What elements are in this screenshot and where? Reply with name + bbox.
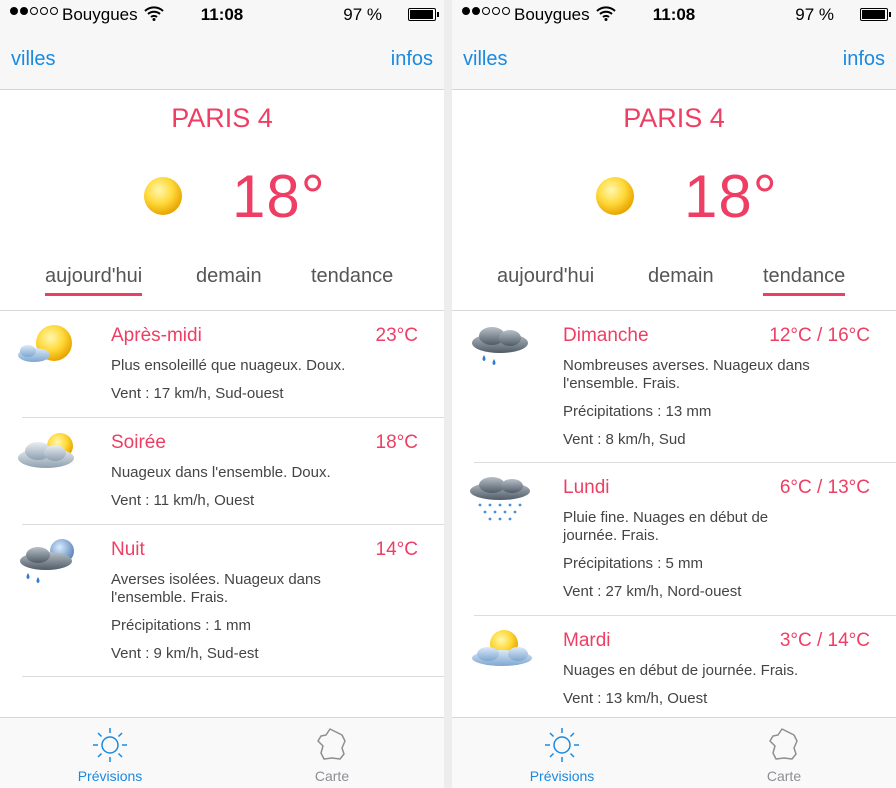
status-bar — [0, 0, 444, 30]
temperature-value: 23°C — [375, 325, 418, 346]
list-item[interactable] — [452, 463, 896, 616]
tab-label: aujourd'hui — [497, 265, 595, 287]
tab-label: Prévisions — [529, 768, 595, 784]
day-label: Lundi — [563, 477, 610, 498]
temperature-range: 6°C / 13°C — [779, 477, 870, 498]
nav-bar — [452, 30, 896, 90]
tab-label: tendance — [763, 265, 846, 287]
forecast-description: Nuages en début de journée. Frais. — [563, 662, 799, 679]
tab-tomorrow[interactable] — [648, 265, 714, 288]
info-button[interactable]: infos — [390, 48, 433, 70]
current-temperature: 18° — [684, 163, 778, 230]
day-label: Dimanche — [563, 325, 649, 346]
tab-trend[interactable] — [311, 265, 393, 288]
cities-button[interactable]: villes — [463, 48, 508, 70]
tab-label: demain — [648, 265, 714, 287]
sun-cloud-icon — [462, 624, 538, 680]
precipitation-info: Précipitations : 1 mm — [111, 617, 252, 634]
wind-info: Vent : 17 km/h, Sud-ouest — [111, 385, 284, 402]
carrier-name: Bouygues — [62, 5, 138, 24]
period-label: Soirée — [111, 432, 166, 453]
sun-outline-icon — [90, 726, 130, 764]
screen-divider — [444, 0, 452, 788]
battery-icon — [860, 8, 888, 21]
forecast-tabs — [452, 265, 896, 311]
forecast-tabs — [0, 265, 444, 311]
row-divider — [22, 676, 444, 677]
list-item[interactable] — [452, 311, 896, 463]
precipitation-info: Précipitations : 5 mm — [563, 555, 704, 572]
forecast-description: Plus ensoleillé que nuageux. Doux. — [111, 357, 346, 374]
day-label: Mardi — [563, 630, 611, 651]
screen-today — [0, 0, 444, 788]
tab-label: Carte — [766, 768, 802, 784]
france-map-icon — [764, 726, 804, 764]
sun-outline-icon — [542, 726, 582, 764]
city-name: PARIS 4 — [171, 103, 273, 133]
tab-label: demain — [196, 265, 262, 287]
screen-trend — [452, 0, 896, 788]
cloudy-sun-icon — [10, 426, 86, 482]
cities-button[interactable]: villes — [11, 48, 56, 70]
tab-bar — [452, 717, 896, 788]
list-item[interactable] — [0, 418, 444, 525]
tab-bar — [0, 717, 444, 788]
tab-label: tendance — [311, 265, 394, 287]
wind-info: Vent : 8 km/h, Sud — [563, 431, 686, 448]
night-shower-icon — [10, 533, 86, 589]
period-label: Après-midi — [111, 325, 202, 346]
forecast-description: Pluie fine. Nuages en début de journée. Frais. — [563, 509, 769, 544]
tab-label: aujourd'hui — [45, 265, 143, 287]
wind-info: Vent : 9 km/h, Sud-est — [111, 645, 259, 662]
forecast-description: Nombreuses averses. Nuageux dans l'ensemble. Frais. — [563, 357, 810, 392]
temperature-value: 18°C — [375, 432, 418, 453]
tab-tomorrow[interactable] — [196, 265, 262, 288]
wind-info: Vent : 13 km/h, Ouest — [563, 690, 708, 707]
tab-today[interactable] — [45, 265, 142, 288]
carrier-name: Bouygues — [514, 5, 590, 24]
city-name: PARIS 4 — [623, 103, 725, 133]
info-button[interactable]: infos — [842, 48, 885, 70]
sun-cloud-icon — [10, 319, 86, 375]
battery-percent: 97 % — [795, 5, 834, 24]
forecast-description: Nuageux dans l'ensemble. Doux. — [111, 464, 331, 481]
tab-trend[interactable] — [763, 265, 845, 288]
status-bar — [452, 0, 896, 30]
list-item[interactable] — [0, 525, 444, 677]
wind-info: Vent : 27 km/h, Nord-ouest — [563, 583, 742, 600]
sun-icon — [140, 173, 186, 219]
precipitation-info: Précipitations : 13 mm — [563, 403, 712, 420]
temperature-range: 3°C / 14°C — [779, 630, 870, 651]
list-item[interactable] — [0, 311, 444, 418]
shower-icon — [462, 319, 538, 375]
tab-label: Prévisions — [77, 768, 143, 784]
sun-icon — [592, 173, 638, 219]
forecast-description: Averses isolées. Nuageux dans l'ensemble. Frais. — [111, 571, 321, 606]
temperature-value: 14°C — [375, 539, 418, 560]
list-item[interactable] — [452, 616, 896, 726]
drizzle-icon — [462, 471, 538, 527]
nav-bar — [0, 30, 444, 90]
status-time: 11:08 — [200, 5, 244, 24]
current-temperature: 18° — [232, 163, 326, 230]
tab-today[interactable] — [497, 265, 594, 288]
temperature-range: 12°C / 16°C — [769, 325, 870, 346]
france-map-icon — [312, 726, 352, 764]
period-label: Nuit — [111, 539, 145, 560]
wind-info: Vent : 11 km/h, Ouest — [111, 492, 255, 509]
battery-icon — [408, 8, 436, 21]
tab-label: Carte — [314, 768, 350, 784]
battery-percent: 97 % — [343, 5, 382, 24]
status-time: 11:08 — [652, 5, 696, 24]
